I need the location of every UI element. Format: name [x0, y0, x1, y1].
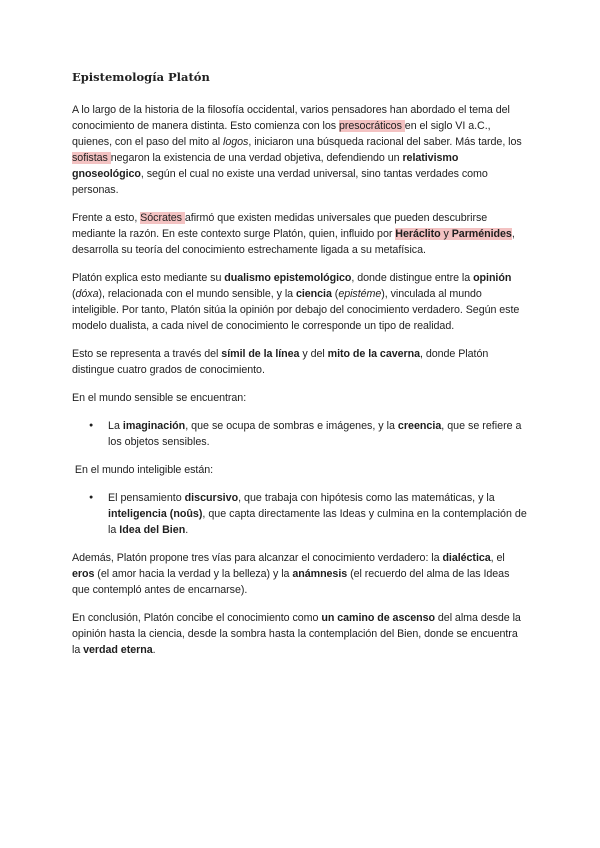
text: afirmó que existen medidas universales que pueden descubrirse mediante la razón. En este contexto surge Platón, quien, influido por — [72, 212, 488, 240]
bold-relativismo: relativismo gnoseológico — [72, 152, 459, 180]
highlight-sofistas: sofistas — [72, 152, 111, 164]
bold-creencia: creencia — [397, 420, 442, 432]
highlight-presocraticos: presocráticos — [338, 120, 405, 132]
list-inteligible — [72, 490, 528, 538]
bold-simil: símil de la línea — [221, 348, 300, 360]
highlight-heraclito: Heráclito — [395, 228, 441, 240]
list-item — [108, 418, 528, 450]
highlight-y: y — [440, 228, 452, 240]
highlight-socrates: Sócrates — [140, 212, 185, 224]
paragraph-conclusion — [72, 610, 528, 658]
text: , que trabaja con hipótesis como las matemáticas, y la — [238, 492, 495, 504]
bold-imaginacion: imaginación — [122, 420, 186, 432]
text: ), vinculada al mundo inteligible. Por tanto, Platón sitúa la opinión por debajo del conocimiento verdadero. Según este modelo dualista, a cada nivel de conocimiento le corresponde un tipo de realidad. — [72, 288, 520, 332]
text: Además, Platón propone tres vías para alcanzar el conocimiento verdadero: la — [72, 552, 443, 564]
text: . — [152, 644, 156, 656]
bold-opinion: opinión — [473, 272, 512, 284]
text: , que capta directamente las Ideas y culmina en la contemplación de la — [108, 508, 527, 536]
text: (el amor hacia la verdad y la belleza) y la — [94, 568, 293, 580]
paragraph-dualismo — [72, 270, 528, 334]
bold-discursivo: discursivo — [184, 492, 239, 504]
text: Frente a esto, — [72, 212, 141, 224]
list-sensible — [72, 418, 528, 450]
text: , iniciaron una búsqueda racional del saber. Más tarde, los — [248, 136, 522, 148]
bold-ciencia: ciencia — [295, 288, 332, 300]
bold-anamnesis: anámnesis — [292, 568, 348, 580]
text: La — [108, 420, 123, 432]
text: . — [185, 524, 189, 536]
bold-idea-bien: Idea del Bien — [119, 524, 186, 536]
italic-episteme: epistéme — [338, 288, 382, 300]
text: , donde Platón distingue cuatro grados de conocimiento. — [72, 348, 489, 376]
text: ), relacionada con el mundo sensible, y la — [98, 288, 296, 300]
paragraph-socrates — [72, 210, 528, 258]
paragraph-mundo-inteligible: En el mundo inteligible están: — [72, 464, 214, 476]
text: El pensamiento — [108, 492, 185, 504]
document-title: Epistemología Platón — [72, 70, 210, 84]
bold-camino: un camino de ascenso — [321, 612, 435, 624]
text: Platón explica esto mediante su — [72, 272, 225, 284]
paragraph-intro — [72, 102, 528, 198]
text: , que se ocupa de sombras e imágenes, y la — [185, 420, 398, 432]
italic-logos: logos — [223, 136, 249, 148]
text: , según el cual no existe una verdad universal, sino tantas verdades como personas. — [72, 168, 488, 196]
paragraph-simil — [72, 346, 528, 378]
text: A lo largo de la historia de la filosofía occidental, varios pensadores han abordado el tema del conocimiento de manera distinta. Esto comienza con los — [72, 104, 510, 132]
text: del alma desde la opinión hasta la ciencia, desde la sombra hasta la contemplación del Bien, donde se encuentra la — [72, 612, 521, 656]
bold-dialectica: dialéctica — [442, 552, 491, 564]
bold-verdad: verdad eterna — [83, 644, 153, 656]
text: Esto se representa a través del — [72, 348, 222, 360]
italic-doxa: dóxa — [75, 288, 99, 300]
text: , el — [490, 552, 505, 564]
text: , que se refiere a los objetos sensibles. — [108, 420, 522, 448]
text: (el recuerdo del alma de las Ideas que contempló antes de encarnarse). — [72, 568, 510, 596]
paragraph-vias — [72, 550, 528, 598]
bold-mito: mito de la caverna — [327, 348, 420, 360]
paragraph-mundo-sensible: En el mundo sensible se encuentran: — [72, 392, 247, 404]
text: , desarrolla su teoría del conocimiento estrechamente ligada a su metafísica. — [72, 228, 515, 256]
text: negaron la existencia de una verdad objetiva, defendiendo un — [110, 152, 403, 164]
text: En conclusión, Platón concibe el conocimiento como — [72, 612, 322, 624]
bold-inteligencia: inteligencia (noûs) — [108, 508, 203, 520]
text: en el siglo VI a.C., quienes, con el paso del mito al — [72, 120, 491, 148]
list-item — [108, 490, 528, 538]
bold-eros: eros — [72, 568, 95, 580]
highlight-parmenides: Parménides — [451, 228, 512, 240]
text: ( — [331, 288, 339, 300]
text: ( — [72, 288, 76, 300]
text: y del — [299, 348, 328, 360]
bold-dualismo: dualismo epistemológico — [224, 272, 352, 284]
document-page — [72, 70, 528, 670]
text: , donde distingue entre la — [351, 272, 474, 284]
